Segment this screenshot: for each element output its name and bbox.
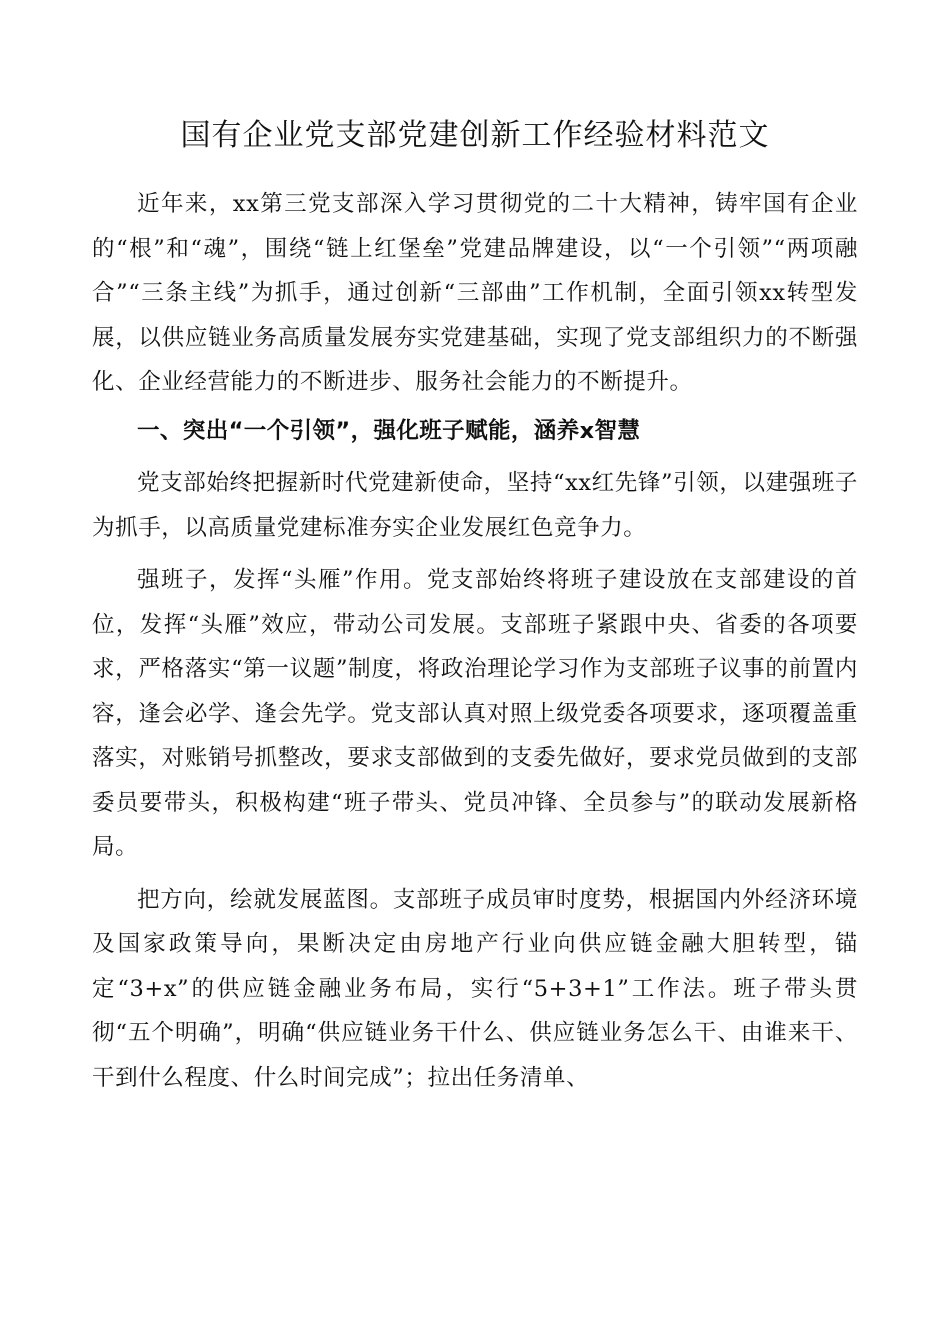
paragraph-spacer — [92, 870, 858, 878]
paragraph-spacer — [92, 550, 858, 558]
intro-paragraph: 近年来，xx第三党支部深入学习贯彻党的二十大精神，铸牢国有企业的“根”和“魂”，围绕“链上红堡垒”党建品牌建设，以“一个引领”“两项融合”“三条主线”为抓手，通过创新“三部曲”工作机制，全面引领xx转型发展，以供应链业务高质量发展夯实党建基础，实现了党支部组织力的不断强化、企业经营能力的不断进步、服务社会能力的不断提升。 — [92, 191, 858, 395]
section-1-paragraph-3: 把方向，绘就发展蓝图。支部班子成员审时度势，根据国内外经济环境及国家政策导向，果断决定由房地产行业向供应链金融大胆转型，锚定“3+x”的供应链金融业务布局，实行“5+3+1”工作法。班子带头贯彻“五个明确”，明确“供应链业务干什么、供应链业务怎么干、由谁来干、干到什么程度、什么时间完成”；拉出任务清单、 — [92, 886, 858, 1091]
document-title: 国有企业党支部党建创新工作经验材料范文 — [180, 118, 770, 153]
section-1-paragraph-2: 强班子，发挥“头雁”作用。党支部始终将班子建设放在支部建设的首位，发挥“头雁”效应，带动公司发展。支部班子紧跟中央、省委的各项要求，严格落实“第一议题”制度，将政治理论学习作为支部班子议事的前置内容，逢会必学、逢会先学。党支部认真对照上级党委各项要求，逐项覆盖重落实，对账销号抓整改，要求支部做到的支委先做好，要求党员做到的支部委员要带头，积极构建“班子带头、党员冲锋、全员参与”的联动发展新格局。 — [92, 567, 858, 860]
section-1-paragraph-1: 党支部始终把握新时代党建新使命，坚持“xx红先锋”引领，以建强班子为抓手，以高质量党建标准夯实企业发展红色竞争力。 — [92, 470, 858, 541]
document-page — [92, 112, 858, 1100]
section-1-heading: 一、突出“一个引领”，强化班子赋能，涵养x智慧 — [137, 417, 641, 444]
